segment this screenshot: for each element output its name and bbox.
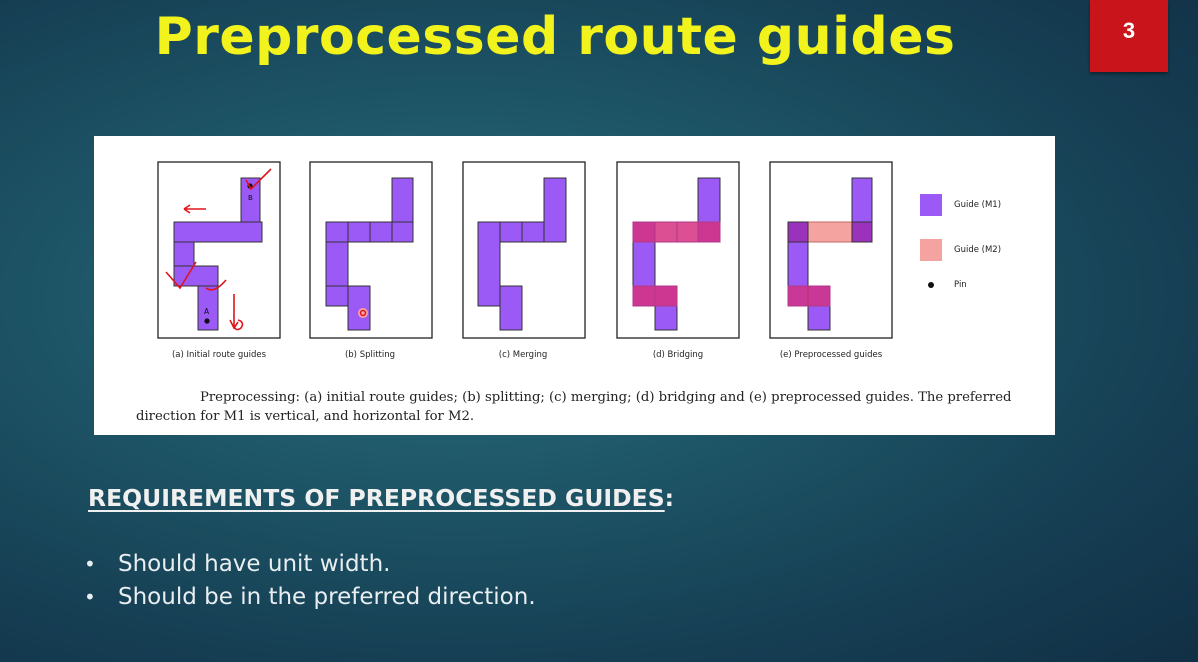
legend-m2-label: Guide (M2) bbox=[954, 245, 1002, 255]
legend-m1-swatch bbox=[920, 194, 942, 216]
pin-b-label: B bbox=[248, 194, 253, 202]
subfigure-label-a: (a) Initial route guides bbox=[171, 350, 267, 360]
figure-caption bbox=[136, 388, 1036, 426]
requirements-list bbox=[84, 548, 536, 614]
page-number-badge: 3 bbox=[1090, 0, 1168, 72]
legend-m2-swatch bbox=[920, 239, 942, 261]
legend-pin-label: Pin bbox=[954, 280, 967, 290]
requirements-heading-text: REQUIREMENTS OF PREPROCESSED GUIDES bbox=[88, 484, 665, 512]
bullet-icon: • bbox=[84, 585, 96, 609]
annotation-arrow-left-icon bbox=[184, 205, 206, 213]
figure-panel bbox=[94, 136, 1055, 435]
panel-a-initial-guides bbox=[158, 162, 280, 338]
cursor-highlight-icon bbox=[358, 308, 368, 318]
annotation-arrow-down-icon bbox=[230, 294, 242, 330]
requirements-heading-colon: : bbox=[664, 484, 675, 512]
pin-a-label: A bbox=[204, 307, 210, 316]
panel-e-preprocessed bbox=[770, 162, 892, 338]
legend-pin-dot bbox=[928, 282, 934, 288]
list-item-text: Should be in the preferred direction. bbox=[118, 584, 536, 610]
list-item bbox=[84, 548, 536, 581]
panel-c-merging bbox=[463, 162, 585, 338]
requirements-heading bbox=[88, 484, 674, 512]
legend-m1-label: Guide (M1) bbox=[954, 200, 1002, 210]
panel-b-splitting bbox=[310, 162, 432, 338]
subfigure-label-e: (e) Preprocessed guides bbox=[779, 350, 883, 360]
slide-title: Preprocessed route guides bbox=[154, 7, 956, 67]
subfigure-label-d: (d) Bridging bbox=[652, 350, 704, 360]
list-item-text: Should have unit width. bbox=[118, 551, 391, 577]
bullet-icon: • bbox=[84, 552, 96, 576]
list-item bbox=[84, 581, 536, 614]
caption-line-1: Preprocessing: (a) initial route guides; (b) splitting; (c) merging; (d) bridging and (e) preprocessed guides. The preferred bbox=[200, 390, 1012, 405]
pin-a-marker bbox=[204, 318, 209, 323]
panel-d-bridging bbox=[617, 162, 739, 338]
subfigure-label-b: (b) Splitting bbox=[344, 350, 396, 360]
subfigure-label-c: (c) Merging bbox=[498, 350, 548, 360]
caption-line-2: direction for M1 is vertical, and horizontal for M2. bbox=[136, 409, 475, 424]
